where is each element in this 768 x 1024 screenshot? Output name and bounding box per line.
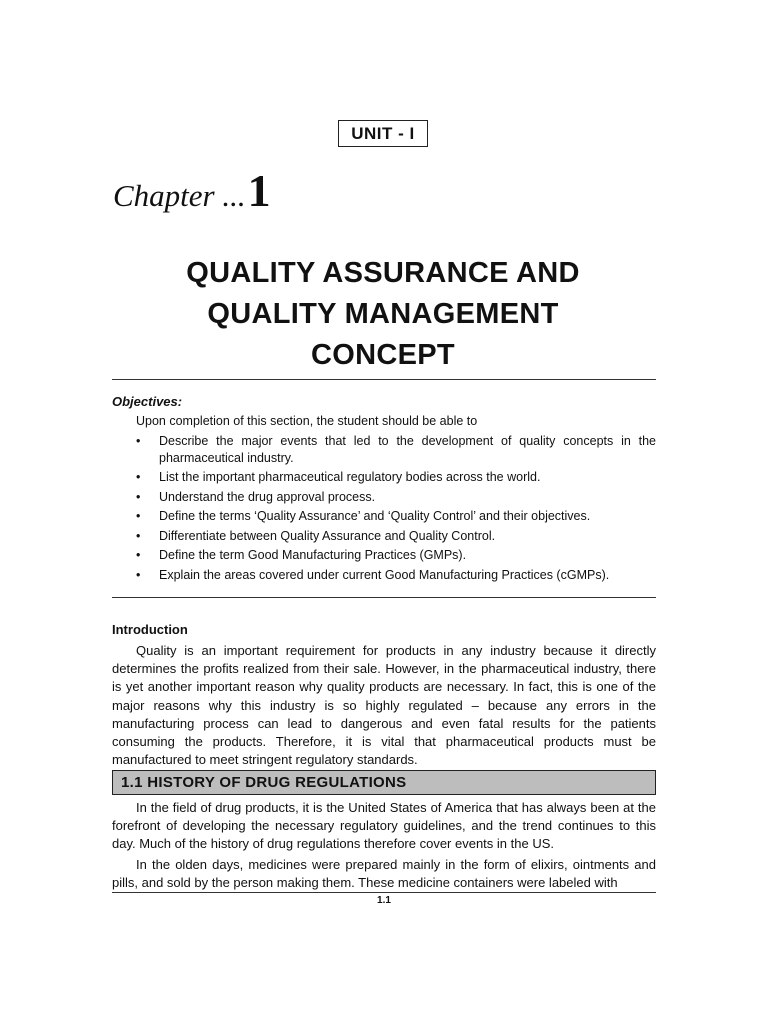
- chapter-title-line: QUALITY ASSURANCE AND: [186, 257, 580, 289]
- unit-label: UNIT - I: [338, 120, 428, 147]
- bullet-icon: •: [136, 489, 141, 504]
- objective-text: Describe the major events that led to the development of quality concepts in the pharmaceutical industry.: [159, 434, 656, 465]
- objective-text: Understand the drug approval process.: [159, 489, 376, 504]
- bullet-icon: •: [136, 434, 141, 448]
- section-heading-bar: 1.1 HISTORY OF DRUG REGULATIONS: [112, 770, 656, 795]
- chapter-title-line: QUALITY MANAGEMENT: [207, 298, 559, 330]
- introduction-heading: Introduction: [112, 622, 188, 637]
- history-paragraph: In the olden days, medicines were prepared mainly in the form of elixirs, ointments and pills, and sold by the person making them. These medicine containers were labeled with: [112, 857, 656, 891]
- objectives-intro: Upon completion of this section, the student should be able to: [136, 414, 478, 428]
- introduction-paragraph: Quality is an important requirement for products in any industry because it directly determines the profits realized from their sale. However, in the pharmaceutical industry, there is yet another important reason why quality products are necessary. In fact, this is one of the major reasons why this industry is so highly regulated – because any errors in the manufacturing process can lead to dangerous and even fatal results for the patients consuming the products. Therefore, it is vital that pharmaceutical products must be manufactured to meet stringent regulatory standards.: [112, 643, 656, 768]
- bullet-icon: •: [136, 470, 141, 484]
- objectives-heading: Objectives:: [112, 394, 183, 409]
- objective-text: Define the terms ‘Quality Assurance’ and ‘Quality Control’ and their objectives.: [159, 509, 591, 523]
- bullet-icon: •: [136, 528, 141, 543]
- objective-text: Define the term Good Manufacturing Practices (GMPs).: [159, 548, 467, 562]
- footer-rule: [112, 892, 656, 893]
- chapter-word: Chapter ...: [113, 178, 246, 213]
- chapter-number: 1: [247, 165, 271, 216]
- bullet-icon: •: [136, 548, 141, 562]
- bullet-icon: •: [136, 567, 141, 582]
- bullet-icon: •: [136, 509, 141, 523]
- objective-text: Explain the areas covered under current Good Manufacturing Practices (cGMPs).: [159, 567, 610, 582]
- page-number: 1.1: [377, 895, 391, 906]
- history-paragraph: In the field of drug products, it is the United States of America that has always been at the forefront of developing the necessary regulatory guidelines, and the trend continues to this day. Much of the history of drug regulations therefore cover events in the US.: [112, 800, 656, 852]
- objective-text: List the important pharmaceutical regulatory bodies across the world.: [159, 470, 541, 484]
- objective-text: Differentiate between Quality Assurance and Quality Control.: [159, 528, 496, 543]
- chapter-title-line: CONCEPT: [311, 339, 455, 371]
